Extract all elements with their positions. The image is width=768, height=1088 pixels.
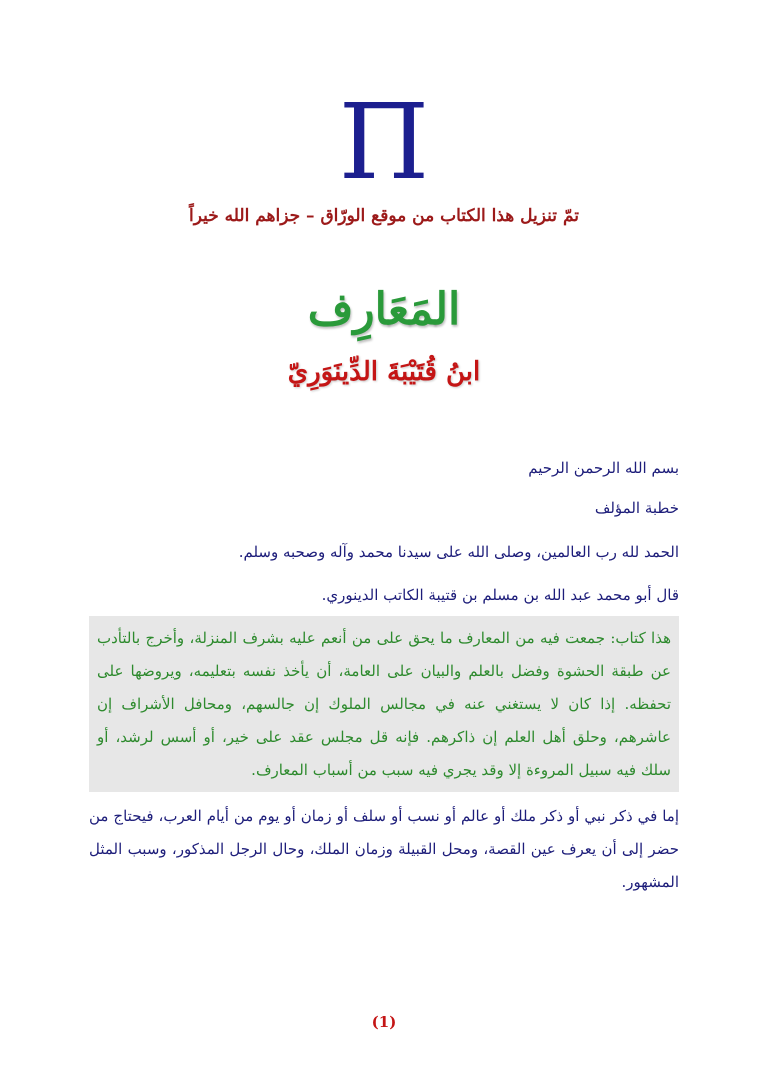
- book-author: ابنُ قُتَيْبَةَ الدِّينَوَرِيّ: [287, 357, 481, 387]
- khutba-heading: خطبة المؤلف: [594, 499, 679, 517]
- highlighted-paragraph: هذا كتاب: جمعت فيه من المعارف ما يحق على من أنعم عليه بشرف المنزلة، وأخرج بالتأدب عن طبقة الحشوة وفضل بالعلم والبيان على العامة، أن يأخذ نفسه بتعليمه، ويروضها على تحفظه. إذا كان لا يستغني عنه في مجالس الملوك إن جالسهم، ومحافل الأشراف إن عاشرهم، وحلق أهل العلم إن ذاكرهم. فإنه قل مجلس عقد على خير، أو أسس لرشد، أو سلك فيه سبيل المروءة إلا وقد يجري فيه سبب من أسباب المعارف.: [89, 616, 679, 792]
- body-paragraph: إما في ذكر نبي أو ذكر ملك أو عالم أو نسب أو سلف أو زمان أو يوم من أيام العرب، فيحتاج من حضر إلى أن يعرف عين القصة، ومحل القبيلة وزمان الملك، وحال الرجل المذكور، وسبب المثل المشهور.: [89, 807, 679, 891]
- download-note: تمّ تنزيل هذا الكتاب من موقع الورّاق – جزاهم الله خيراً: [189, 206, 579, 226]
- hamd-line: الحمد لله رب العالمين، وصلى الله على سيدنا محمد وآله وصحبه وسلم.: [238, 543, 679, 561]
- page-number: (1): [371, 1013, 397, 1031]
- book-title: المَعَارِف: [307, 284, 461, 335]
- basmala-line: بسم الله الرحمن الرحيم: [528, 459, 679, 477]
- qala-line: قال أبو محمد عبد الله بن مسلم بن قتيبة الكاتب الدينوري.: [321, 586, 679, 604]
- pi-logo-icon: Π: [338, 81, 430, 203]
